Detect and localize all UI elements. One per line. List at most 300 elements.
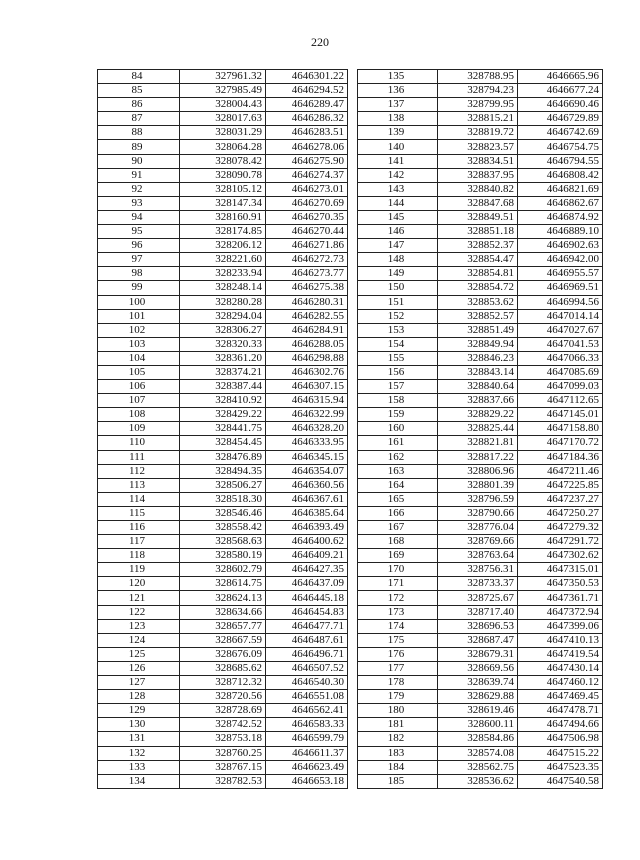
x-coordinate-cell: 328536.62 [438, 774, 518, 788]
x-coordinate-cell: 328799.95 [438, 98, 518, 112]
y-coordinate-cell: 4646540.30 [266, 676, 348, 690]
x-coordinate-cell: 328624.13 [180, 591, 266, 605]
point-number-cell: 89 [98, 140, 180, 154]
y-coordinate-cell: 4646385.64 [266, 506, 348, 520]
x-coordinate-cell: 328017.63 [180, 112, 266, 126]
table-row [98, 690, 348, 704]
x-coordinate-cell: 328676.09 [180, 647, 266, 661]
point-number-cell: 164 [358, 478, 438, 492]
point-number-cell: 144 [358, 196, 438, 210]
table-row [358, 239, 603, 253]
y-coordinate-cell: 4646409.21 [266, 549, 348, 563]
y-coordinate-cell: 4646393.49 [266, 521, 348, 535]
point-number-cell: 85 [98, 84, 180, 98]
y-coordinate-cell: 4647211.46 [518, 464, 603, 478]
point-number-cell: 152 [358, 309, 438, 323]
y-coordinate-cell: 4646599.79 [266, 732, 348, 746]
y-coordinate-cell: 4646322.99 [266, 408, 348, 422]
table-row [358, 98, 603, 112]
x-coordinate-cell: 328849.94 [438, 337, 518, 351]
table-row [98, 295, 348, 309]
y-coordinate-cell: 4646477.71 [266, 619, 348, 633]
y-coordinate-cell: 4646273.77 [266, 267, 348, 281]
point-number-cell: 178 [358, 676, 438, 690]
y-coordinate-cell: 4647494.66 [518, 718, 603, 732]
x-coordinate-cell: 328506.27 [180, 478, 266, 492]
point-number-cell: 174 [358, 619, 438, 633]
point-number-cell: 162 [358, 450, 438, 464]
y-coordinate-cell: 4646288.05 [266, 337, 348, 351]
y-coordinate-cell: 4646487.61 [266, 633, 348, 647]
table-row [98, 323, 348, 337]
x-coordinate-cell: 328717.40 [438, 605, 518, 619]
y-coordinate-cell: 4646345.15 [266, 450, 348, 464]
y-coordinate-cell: 4646270.35 [266, 210, 348, 224]
y-coordinate-cell: 4647430.14 [518, 661, 603, 675]
y-coordinate-cell: 4646274.37 [266, 168, 348, 182]
table-row [358, 394, 603, 408]
point-number-cell: 121 [98, 591, 180, 605]
y-coordinate-cell: 4646284.91 [266, 323, 348, 337]
point-number-cell: 103 [98, 337, 180, 351]
table-row [358, 422, 603, 436]
x-coordinate-cell: 328854.81 [438, 267, 518, 281]
y-coordinate-cell: 4646551.08 [266, 690, 348, 704]
table-row [98, 168, 348, 182]
point-number-cell: 116 [98, 521, 180, 535]
table-row [98, 549, 348, 563]
point-number-cell: 168 [358, 535, 438, 549]
table-row [98, 365, 348, 379]
table-row [98, 760, 348, 774]
point-number-cell: 87 [98, 112, 180, 126]
x-coordinate-cell: 328829.22 [438, 408, 518, 422]
table-row [98, 732, 348, 746]
x-coordinate-cell: 328160.91 [180, 210, 266, 224]
y-coordinate-cell: 4647302.62 [518, 549, 603, 563]
x-coordinate-cell: 328852.37 [438, 239, 518, 253]
x-coordinate-cell: 328562.75 [438, 760, 518, 774]
point-number-cell: 167 [358, 521, 438, 535]
table-row [358, 140, 603, 154]
x-coordinate-cell: 328410.92 [180, 394, 266, 408]
x-coordinate-cell: 328788.95 [438, 70, 518, 84]
table-row [98, 563, 348, 577]
point-number-cell: 136 [358, 84, 438, 98]
x-coordinate-cell: 328374.21 [180, 365, 266, 379]
x-coordinate-cell: 328619.46 [438, 704, 518, 718]
y-coordinate-cell: 4647540.58 [518, 774, 603, 788]
table-row [358, 450, 603, 464]
x-coordinate-cell: 328790.66 [438, 506, 518, 520]
table-row [98, 126, 348, 140]
y-coordinate-cell: 4646690.46 [518, 98, 603, 112]
point-number-cell: 120 [98, 577, 180, 591]
table-row [98, 84, 348, 98]
point-number-cell: 175 [358, 633, 438, 647]
table-row [358, 690, 603, 704]
x-coordinate-cell: 328078.42 [180, 154, 266, 168]
x-coordinate-cell: 328823.57 [438, 140, 518, 154]
x-coordinate-cell: 328854.47 [438, 253, 518, 267]
point-number-cell: 151 [358, 295, 438, 309]
x-coordinate-cell: 328851.49 [438, 323, 518, 337]
x-coordinate-cell: 328712.32 [180, 676, 266, 690]
y-coordinate-cell: 4646282.55 [266, 309, 348, 323]
table-row [98, 436, 348, 450]
x-coordinate-cell: 328639.74 [438, 676, 518, 690]
table-row [98, 661, 348, 675]
table-row [358, 704, 603, 718]
y-coordinate-cell: 4647399.06 [518, 619, 603, 633]
x-coordinate-cell: 328760.25 [180, 746, 266, 760]
table-row [98, 422, 348, 436]
point-number-cell: 137 [358, 98, 438, 112]
point-number-cell: 88 [98, 126, 180, 140]
table-row [358, 210, 603, 224]
point-number-cell: 99 [98, 281, 180, 295]
table-row [98, 464, 348, 478]
x-coordinate-cell: 328806.96 [438, 464, 518, 478]
y-coordinate-cell: 4646273.01 [266, 182, 348, 196]
table-row [98, 281, 348, 295]
point-number-cell: 155 [358, 351, 438, 365]
point-number-cell: 102 [98, 323, 180, 337]
x-coordinate-cell: 328769.66 [438, 535, 518, 549]
point-number-cell: 92 [98, 182, 180, 196]
y-coordinate-cell: 4646437.09 [266, 577, 348, 591]
x-coordinate-cell: 327985.49 [180, 84, 266, 98]
table-row [98, 380, 348, 394]
y-coordinate-cell: 4646454.83 [266, 605, 348, 619]
point-number-cell: 147 [358, 239, 438, 253]
table-row [358, 380, 603, 394]
point-number-cell: 107 [98, 394, 180, 408]
y-coordinate-cell: 4647066.33 [518, 351, 603, 365]
x-coordinate-cell: 328669.56 [438, 661, 518, 675]
y-coordinate-cell: 4647523.35 [518, 760, 603, 774]
y-coordinate-cell: 4646994.56 [518, 295, 603, 309]
point-number-cell: 110 [98, 436, 180, 450]
table-row [98, 182, 348, 196]
x-coordinate-cell: 328476.89 [180, 450, 266, 464]
y-coordinate-cell: 4646400.62 [266, 535, 348, 549]
point-number-cell: 91 [98, 168, 180, 182]
point-number-cell: 148 [358, 253, 438, 267]
y-coordinate-cell: 4646275.38 [266, 281, 348, 295]
y-coordinate-cell: 4647225.85 [518, 478, 603, 492]
y-coordinate-cell: 4646889.10 [518, 225, 603, 239]
point-number-cell: 114 [98, 492, 180, 506]
table-row [98, 450, 348, 464]
x-coordinate-cell: 328584.86 [438, 732, 518, 746]
page-number: 220 [311, 35, 329, 49]
table-row [358, 732, 603, 746]
table-row [358, 676, 603, 690]
point-number-cell: 179 [358, 690, 438, 704]
y-coordinate-cell: 4646360.56 [266, 478, 348, 492]
x-coordinate-cell: 328387.44 [180, 380, 266, 394]
x-coordinate-cell: 328817.22 [438, 450, 518, 464]
x-coordinate-cell: 328846.23 [438, 351, 518, 365]
y-coordinate-cell: 4647291.72 [518, 535, 603, 549]
point-number-cell: 150 [358, 281, 438, 295]
table-row [98, 633, 348, 647]
x-coordinate-cell: 328801.39 [438, 478, 518, 492]
table-row [358, 112, 603, 126]
x-coordinate-cell: 328679.31 [438, 647, 518, 661]
table-row [98, 647, 348, 661]
x-coordinate-cell: 328629.88 [438, 690, 518, 704]
x-coordinate-cell: 328825.44 [438, 422, 518, 436]
y-coordinate-cell: 4646333.95 [266, 436, 348, 450]
y-coordinate-cell: 4646283.51 [266, 126, 348, 140]
y-coordinate-cell: 4646367.61 [266, 492, 348, 506]
y-coordinate-cell: 4646278.06 [266, 140, 348, 154]
point-number-cell: 115 [98, 506, 180, 520]
y-coordinate-cell: 4646794.55 [518, 154, 603, 168]
point-number-cell: 145 [358, 210, 438, 224]
x-coordinate-cell: 328847.68 [438, 196, 518, 210]
x-coordinate-cell: 328558.42 [180, 521, 266, 535]
table-row [358, 492, 603, 506]
x-coordinate-cell: 328568.63 [180, 535, 266, 549]
table-row [98, 591, 348, 605]
y-coordinate-cell: 4647478.71 [518, 704, 603, 718]
table-row [358, 549, 603, 563]
table-row [98, 535, 348, 549]
point-number-cell: 105 [98, 365, 180, 379]
x-coordinate-cell: 328221.60 [180, 253, 266, 267]
table-row [358, 154, 603, 168]
y-coordinate-cell: 4646942.00 [518, 253, 603, 267]
table-row [358, 506, 603, 520]
x-coordinate-cell: 328518.30 [180, 492, 266, 506]
x-coordinate-cell: 328763.64 [438, 549, 518, 563]
x-coordinate-cell: 328854.72 [438, 281, 518, 295]
table-row [98, 337, 348, 351]
x-coordinate-cell: 328546.46 [180, 506, 266, 520]
y-coordinate-cell: 4647184.36 [518, 450, 603, 464]
table-row [358, 309, 603, 323]
point-number-cell: 109 [98, 422, 180, 436]
point-number-cell: 125 [98, 647, 180, 661]
y-coordinate-cell: 4646729.89 [518, 112, 603, 126]
table-row [98, 98, 348, 112]
point-number-cell: 161 [358, 436, 438, 450]
coordinates-table [97, 69, 602, 787]
x-coordinate-cell: 328840.82 [438, 182, 518, 196]
y-coordinate-cell: 4647250.27 [518, 506, 603, 520]
y-coordinate-cell: 4647041.53 [518, 337, 603, 351]
point-number-cell: 127 [98, 676, 180, 690]
point-number-cell: 134 [98, 774, 180, 788]
coordinates-table-right [357, 69, 603, 789]
table-row [358, 661, 603, 675]
point-number-cell: 149 [358, 267, 438, 281]
x-coordinate-cell: 328147.34 [180, 196, 266, 210]
point-number-cell: 160 [358, 422, 438, 436]
point-number-cell: 185 [358, 774, 438, 788]
x-coordinate-cell: 328849.51 [438, 210, 518, 224]
x-coordinate-cell: 328494.35 [180, 464, 266, 478]
y-coordinate-cell: 4646653.18 [266, 774, 348, 788]
table-row [358, 478, 603, 492]
point-number-cell: 154 [358, 337, 438, 351]
table-row [358, 337, 603, 351]
x-coordinate-cell: 328837.95 [438, 168, 518, 182]
table-row [358, 774, 603, 788]
y-coordinate-cell: 4647279.32 [518, 521, 603, 535]
y-coordinate-cell: 4647158.80 [518, 422, 603, 436]
y-coordinate-cell: 4646874.92 [518, 210, 603, 224]
y-coordinate-cell: 4647085.69 [518, 365, 603, 379]
x-coordinate-cell: 328733.37 [438, 577, 518, 591]
y-coordinate-cell: 4646301.22 [266, 70, 348, 84]
table-row [358, 718, 603, 732]
y-coordinate-cell: 4646902.63 [518, 239, 603, 253]
y-coordinate-cell: 4646955.57 [518, 267, 603, 281]
y-coordinate-cell: 4647315.01 [518, 563, 603, 577]
point-number-cell: 183 [358, 746, 438, 760]
table-row [98, 704, 348, 718]
y-coordinate-cell: 4646742.69 [518, 126, 603, 140]
point-number-cell: 184 [358, 760, 438, 774]
table-row [98, 351, 348, 365]
point-number-cell: 166 [358, 506, 438, 520]
y-coordinate-cell: 4646862.67 [518, 196, 603, 210]
x-coordinate-cell: 328834.51 [438, 154, 518, 168]
point-number-cell: 177 [358, 661, 438, 675]
x-coordinate-cell: 328819.72 [438, 126, 518, 140]
x-coordinate-cell: 328454.45 [180, 436, 266, 450]
point-number-cell: 111 [98, 450, 180, 464]
x-coordinate-cell: 328794.23 [438, 84, 518, 98]
point-number-cell: 172 [358, 591, 438, 605]
table-row [98, 408, 348, 422]
x-coordinate-cell: 328720.56 [180, 690, 266, 704]
table-row [358, 633, 603, 647]
y-coordinate-cell: 4646270.44 [266, 225, 348, 239]
x-coordinate-cell: 328306.27 [180, 323, 266, 337]
y-coordinate-cell: 4646271.86 [266, 239, 348, 253]
x-coordinate-cell: 328756.31 [438, 563, 518, 577]
point-number-cell: 106 [98, 380, 180, 394]
x-coordinate-cell: 328206.12 [180, 239, 266, 253]
y-coordinate-cell: 4647419.54 [518, 647, 603, 661]
table-row [98, 154, 348, 168]
table-row [98, 239, 348, 253]
point-number-cell: 101 [98, 309, 180, 323]
x-coordinate-cell: 328728.69 [180, 704, 266, 718]
point-number-cell: 108 [98, 408, 180, 422]
y-coordinate-cell: 4647112.65 [518, 394, 603, 408]
point-number-cell: 112 [98, 464, 180, 478]
table-row [358, 464, 603, 478]
point-number-cell: 104 [98, 351, 180, 365]
x-coordinate-cell: 328031.29 [180, 126, 266, 140]
y-coordinate-cell: 4646808.42 [518, 168, 603, 182]
coordinates-table-left [97, 69, 348, 789]
point-number-cell: 146 [358, 225, 438, 239]
x-coordinate-cell: 328064.28 [180, 140, 266, 154]
table-row [358, 760, 603, 774]
table-row [98, 267, 348, 281]
x-coordinate-cell: 328821.81 [438, 436, 518, 450]
table-row [98, 140, 348, 154]
table-row [358, 253, 603, 267]
y-coordinate-cell: 4646307.15 [266, 380, 348, 394]
point-number-cell: 94 [98, 210, 180, 224]
y-coordinate-cell: 4646611.37 [266, 746, 348, 760]
point-number-cell: 131 [98, 732, 180, 746]
point-number-cell: 122 [98, 605, 180, 619]
point-number-cell: 158 [358, 394, 438, 408]
y-coordinate-cell: 4646677.24 [518, 84, 603, 98]
x-coordinate-cell: 328280.28 [180, 295, 266, 309]
table-row [98, 774, 348, 788]
point-number-cell: 96 [98, 239, 180, 253]
x-coordinate-cell: 328233.94 [180, 267, 266, 281]
y-coordinate-cell: 4646821.69 [518, 182, 603, 196]
table-row [358, 647, 603, 661]
table-row [98, 210, 348, 224]
table-row [98, 394, 348, 408]
y-coordinate-cell: 4646302.76 [266, 365, 348, 379]
table-row [358, 126, 603, 140]
point-number-cell: 153 [358, 323, 438, 337]
y-coordinate-cell: 4647099.03 [518, 380, 603, 394]
y-coordinate-cell: 4647361.71 [518, 591, 603, 605]
y-coordinate-cell: 4646665.96 [518, 70, 603, 84]
table-row [98, 506, 348, 520]
y-coordinate-cell: 4647506.98 [518, 732, 603, 746]
x-coordinate-cell: 328852.57 [438, 309, 518, 323]
table-row [358, 577, 603, 591]
x-coordinate-cell: 328696.53 [438, 619, 518, 633]
point-number-cell: 117 [98, 535, 180, 549]
table-row [358, 619, 603, 633]
table-row [98, 196, 348, 210]
point-number-cell: 173 [358, 605, 438, 619]
point-number-cell: 95 [98, 225, 180, 239]
table-row [98, 676, 348, 690]
x-coordinate-cell: 328753.18 [180, 732, 266, 746]
point-number-cell: 100 [98, 295, 180, 309]
y-coordinate-cell: 4646562.41 [266, 704, 348, 718]
point-number-cell: 165 [358, 492, 438, 506]
table-row [98, 718, 348, 732]
y-coordinate-cell: 4646298.88 [266, 351, 348, 365]
x-coordinate-cell: 327961.32 [180, 70, 266, 84]
point-number-cell: 156 [358, 365, 438, 379]
y-coordinate-cell: 4647460.12 [518, 676, 603, 690]
table-row [358, 591, 603, 605]
table-row [358, 563, 603, 577]
y-coordinate-cell: 4646286.32 [266, 112, 348, 126]
y-coordinate-cell: 4646328.20 [266, 422, 348, 436]
point-number-cell: 126 [98, 661, 180, 675]
point-number-cell: 93 [98, 196, 180, 210]
table-row [358, 267, 603, 281]
table-row [358, 168, 603, 182]
point-number-cell: 123 [98, 619, 180, 633]
x-coordinate-cell: 328361.20 [180, 351, 266, 365]
point-number-cell: 98 [98, 267, 180, 281]
table-row [358, 521, 603, 535]
x-coordinate-cell: 328634.66 [180, 605, 266, 619]
y-coordinate-cell: 4647469.45 [518, 690, 603, 704]
